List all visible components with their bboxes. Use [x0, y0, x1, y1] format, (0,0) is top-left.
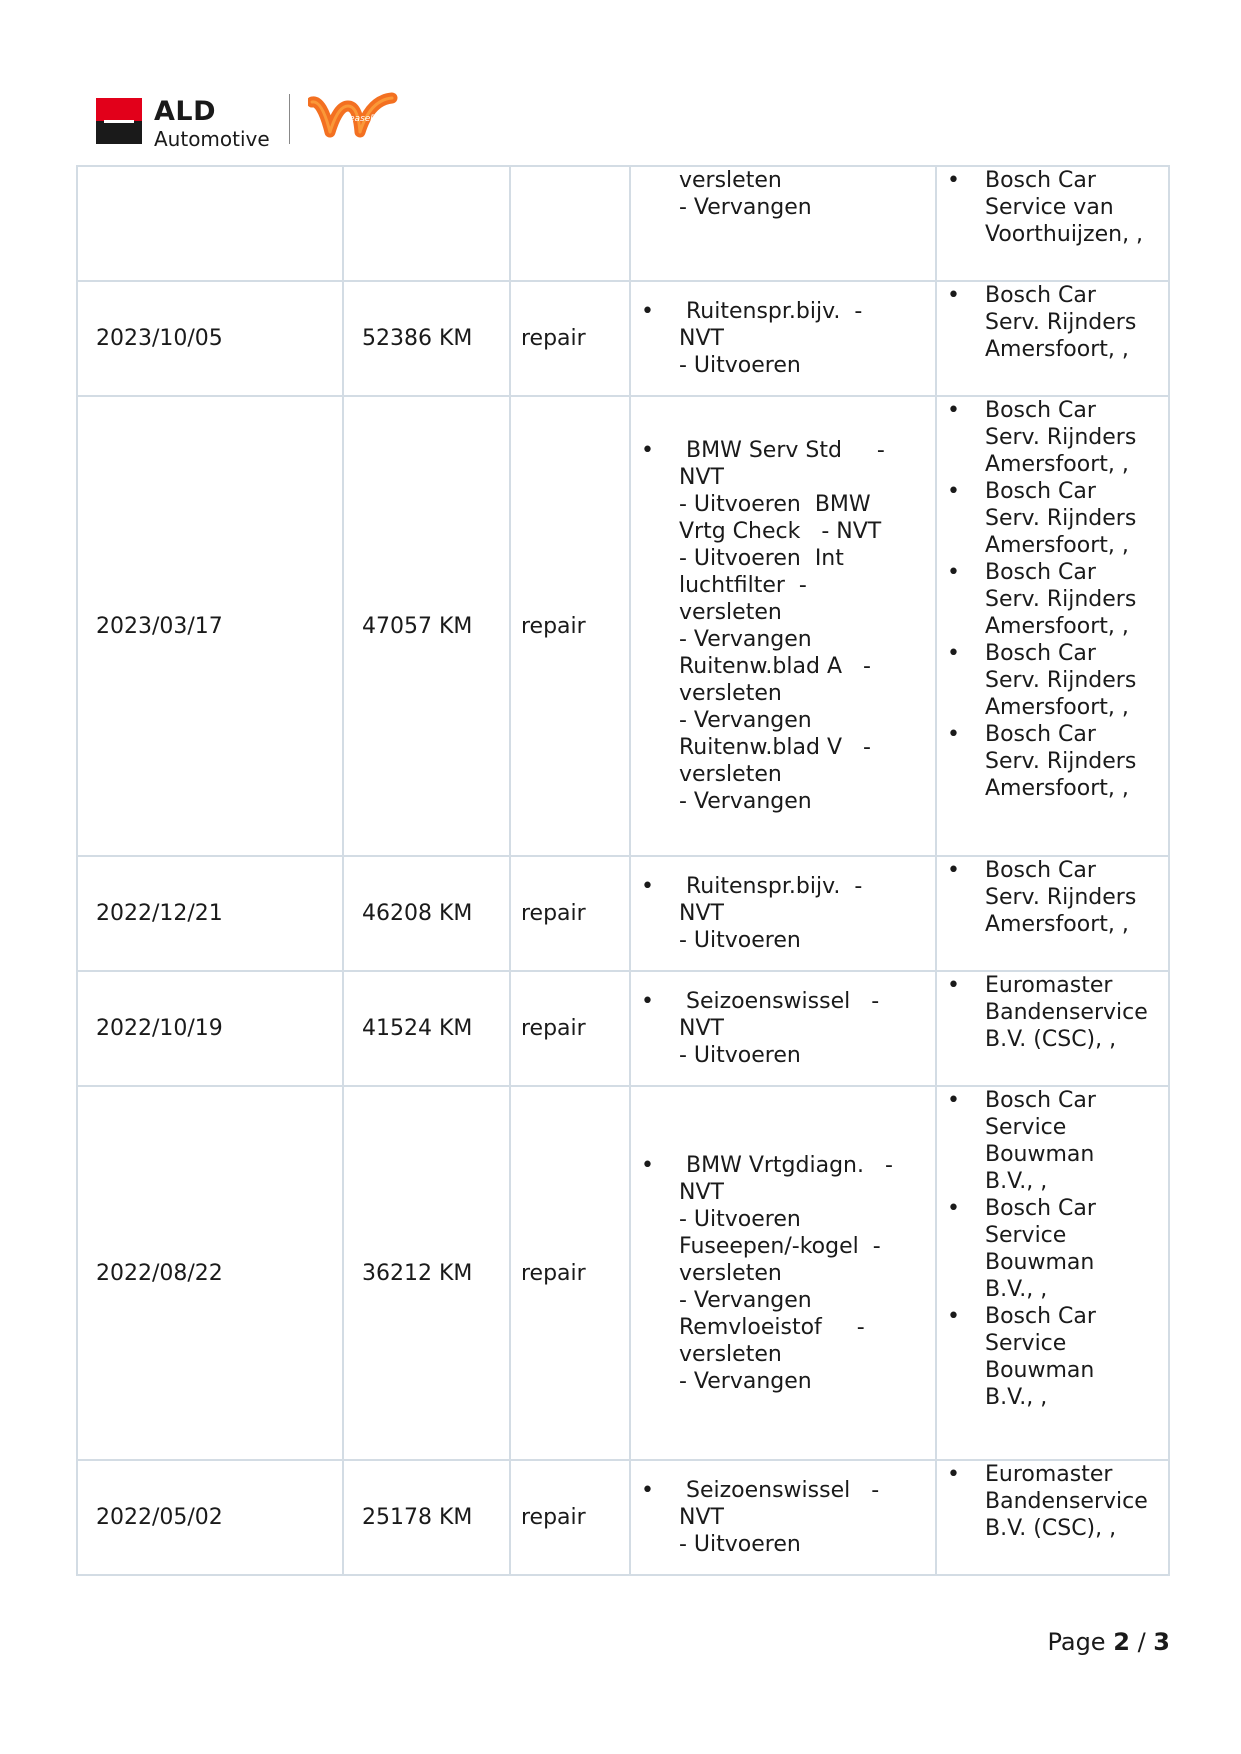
vendor-item: [947, 857, 1164, 938]
date-cell: 2023/03/17: [77, 396, 343, 856]
type-cell: repair: [510, 281, 630, 396]
vendor-cell: [936, 396, 1169, 856]
description-cell: [630, 1460, 936, 1575]
vendor-text: Bosch Car Serv. Rijnders Amersfoort, ,: [985, 641, 1137, 720]
page-separator: /: [1137, 1628, 1146, 1656]
description-cell: [630, 1086, 936, 1460]
bullet-icon: •: [947, 1196, 960, 1221]
description-cell: [630, 281, 936, 396]
bullet-icon: •: [947, 1462, 960, 1487]
bullet-icon: •: [641, 438, 654, 463]
table-row: [77, 396, 1169, 856]
table-row: [77, 281, 1169, 396]
bullet-icon: •: [947, 560, 960, 585]
ald-logo-mark: [96, 98, 142, 144]
vendor-cell: [936, 166, 1169, 281]
ald-brand-subtitle: Automotive: [154, 127, 270, 151]
vendor-text: Bosch Car Serv. Rijnders Amersfoort, ,: [985, 858, 1137, 937]
type-cell: repair: [510, 856, 630, 971]
maintenance-history-table: [76, 165, 1170, 1576]
vendor-text: Bosch Car Serv. Rijnders Amersfoort, ,: [985, 398, 1137, 477]
vendor-item: [947, 1461, 1164, 1542]
bullet-icon: •: [947, 973, 960, 998]
vendor-text: Bosch Car Service Bouwman B.V., ,: [985, 1196, 1096, 1302]
vendor-item: [947, 282, 1164, 363]
description-text: Seizoenswissel - NVT - Uitvoeren: [679, 1478, 880, 1557]
page-number: [1047, 1628, 1170, 1656]
vendor-text: Bosch Car Service Bouwman B.V., ,: [985, 1088, 1096, 1194]
vendor-cell: [936, 971, 1169, 1086]
mileage-cell: 47057 KM: [343, 396, 510, 856]
description-text: Seizoenswissel - NVT - Uitvoeren: [679, 989, 880, 1068]
vendor-cell: [936, 281, 1169, 396]
description-text: BMW Vrtgdiagn. - NVT - Uitvoeren Fuseepen/-kogel - versleten - Vervangen Remvloeistof - versleten - Vervangen: [679, 1152, 893, 1394]
table-row: [77, 971, 1169, 1086]
mileage-cell: 46208 KM: [343, 856, 510, 971]
vendor-item: [947, 1195, 1164, 1303]
total-pages: 3: [1153, 1628, 1170, 1656]
vendor-item: [947, 397, 1164, 478]
bullet-icon: •: [641, 299, 654, 324]
vendor-item: [947, 1303, 1164, 1411]
vendor-cell: [936, 1460, 1169, 1575]
bullet-icon: •: [947, 858, 960, 883]
mileage-cell: 41524 KM: [343, 971, 510, 1086]
current-page: 2: [1113, 1628, 1130, 1656]
description-cell: [630, 971, 936, 1086]
vendor-item: [947, 640, 1164, 721]
page-header: [96, 90, 426, 150]
vendor-text: Euromaster Bandenservice B.V. (CSC), ,: [985, 1462, 1148, 1541]
description-cell: [630, 166, 936, 281]
vendor-text: Bosch Car Service Bouwman B.V., ,: [985, 1304, 1096, 1410]
vendor-item: [947, 559, 1164, 640]
logo-divider: [289, 94, 290, 144]
table-row: [77, 856, 1169, 971]
table-row: [77, 1086, 1169, 1460]
vendor-cell: [936, 856, 1169, 971]
bullet-icon: •: [947, 398, 960, 423]
bullet-icon: •: [947, 1304, 960, 1329]
bullet-icon: •: [641, 989, 654, 1014]
table-row: [77, 166, 1169, 281]
mileage-cell: [343, 166, 510, 281]
description-text: BMW Serv Std - NVT - Uitvoeren BMW Vrtg Check - NVT - Uitvoeren Int luchtfilter - versleten - Vervangen Ruitenw.blad A - versleten - Vervangen Ruitenw.blad V - versleten - Vervangen: [679, 438, 885, 814]
vendor-item: [947, 972, 1164, 1053]
bullet-icon: •: [641, 1152, 654, 1178]
description-item: [641, 1152, 931, 1395]
description-cell: [630, 856, 936, 971]
ald-brand-name: ALD: [154, 96, 217, 127]
vendor-text: Bosch Car Serv. Rijnders Amersfoort, ,: [985, 560, 1137, 639]
description-item: [641, 298, 931, 379]
leaseplan-logo-text: LeasePlan: [344, 114, 390, 124]
description-text: Ruitenspr.bijv. - NVT - Uitvoeren: [679, 874, 863, 953]
description-item: [641, 988, 931, 1069]
date-cell: 2022/05/02: [77, 1460, 343, 1575]
type-cell: repair: [510, 971, 630, 1086]
description-text: versleten - Vervangen: [679, 168, 812, 220]
vendor-item: [947, 1087, 1164, 1195]
description-item: [641, 437, 931, 815]
date-cell: 2022/10/19: [77, 971, 343, 1086]
vendor-item: [947, 721, 1164, 802]
vendor-item: [947, 478, 1164, 559]
leaseplan-logo: [308, 92, 398, 148]
vendor-cell: [936, 1086, 1169, 1460]
description-item: [641, 167, 931, 221]
vendor-text: Bosch Car Service van Voorthuijzen, ,: [985, 168, 1144, 247]
table-row: [77, 1460, 1169, 1575]
type-cell: repair: [510, 1460, 630, 1575]
description-item: [641, 1477, 931, 1558]
mileage-cell: 36212 KM: [343, 1086, 510, 1460]
vendor-item: [947, 167, 1164, 248]
mileage-cell: 25178 KM: [343, 1460, 510, 1575]
page-label: Page: [1047, 1628, 1106, 1656]
vendor-text: Bosch Car Serv. Rijnders Amersfoort, ,: [985, 479, 1137, 558]
mileage-cell: 52386 KM: [343, 281, 510, 396]
vendor-text: Euromaster Bandenservice B.V. (CSC), ,: [985, 973, 1148, 1052]
date-cell: 2022/08/22: [77, 1086, 343, 1460]
vendor-text: Bosch Car Serv. Rijnders Amersfoort, ,: [985, 283, 1137, 362]
bullet-icon: •: [947, 722, 960, 747]
description-cell: [630, 396, 936, 856]
bullet-icon: •: [947, 1088, 960, 1113]
bullet-icon: •: [947, 168, 960, 193]
date-cell: 2023/10/05: [77, 281, 343, 396]
bullet-icon: •: [947, 641, 960, 666]
description-text: Ruitenspr.bijv. - NVT - Uitvoeren: [679, 299, 863, 378]
bullet-icon: •: [947, 283, 960, 308]
date-cell: [77, 166, 343, 281]
vendor-text: Bosch Car Serv. Rijnders Amersfoort, ,: [985, 722, 1137, 801]
bullet-icon: •: [641, 1478, 654, 1503]
description-item: [641, 873, 931, 954]
type-cell: repair: [510, 396, 630, 856]
bullet-icon: •: [947, 479, 960, 504]
bullet-icon: •: [641, 874, 654, 899]
date-cell: 2022/12/21: [77, 856, 343, 971]
type-cell: [510, 166, 630, 281]
type-cell: repair: [510, 1086, 630, 1460]
